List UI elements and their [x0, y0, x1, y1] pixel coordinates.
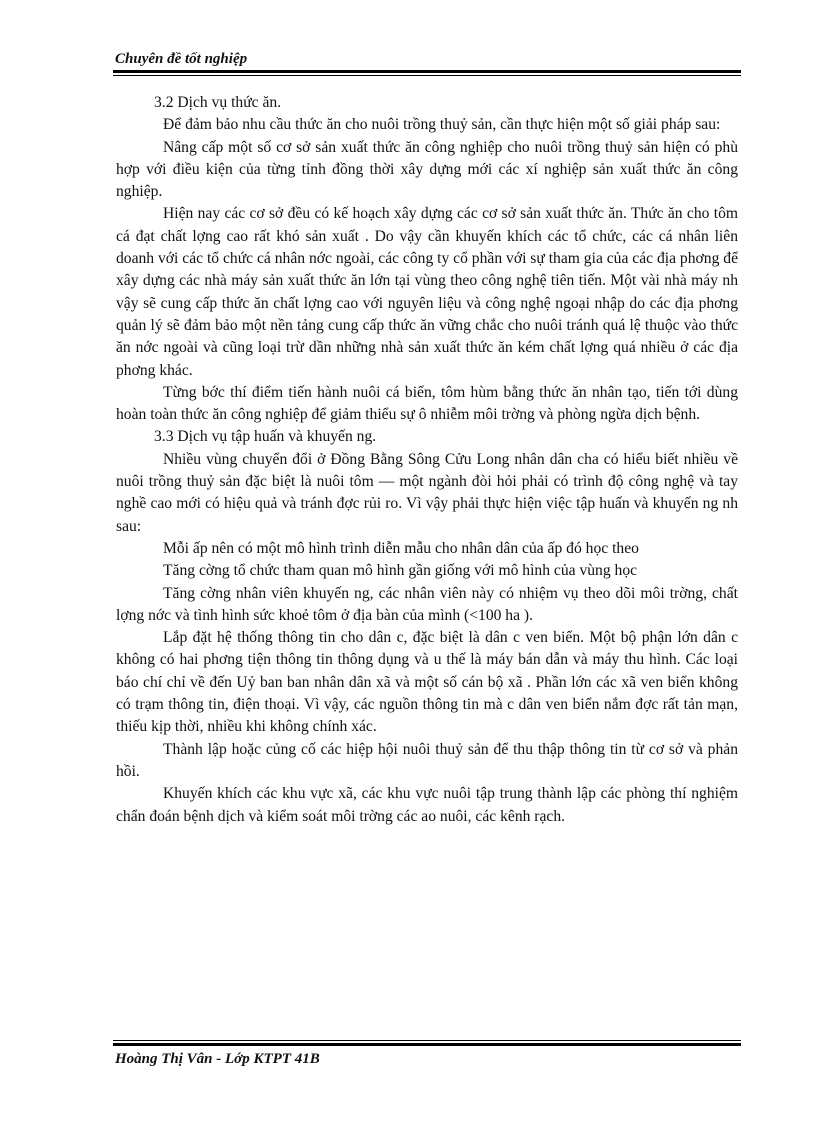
paragraph: Thành lập hoặc củng cố các hiệp hội nuôi thuỷ sản để thu thập thông tin từ cơ sở và phản hồi.: [116, 740, 738, 780]
paragraph: Lắp đặt hệ thống thông tin cho dân c, đặc biệt là dân c ven biển. Một bộ phận lớn dân c không có hai phơng tiện thông tin thông dụng và u thế là máy bán dẫn và máy thu hình. Các loại báo chí chỉ về đến Uỷ ban ban nhân dân xã và một số cán bộ xã . Phần lớn các xã ven biển không có trạm thông tin, điện thoại. Vì vậy, các nguồn thông tin mà c dân ven biển nắm đợc rất tản mạn, thiếu kịp thời, nhiều khi không chính xác.: [116, 629, 738, 736]
paragraph: Tăng cờng nhân viên khuyến ng, các nhân viên này có nhiệm vụ theo dõi môi trờng, chất lợng nớc và tình hình sức khoẻ tôm ở địa bàn của mình (<100 ha ).: [116, 584, 738, 624]
section-heading-3-2: 3.2 Dịch vụ thức ăn.: [154, 94, 282, 111]
paragraph: Tăng cờng tổ chức tham quan mô hình gần giống với mô hình của vùng học: [163, 562, 638, 580]
page-footer: [113, 1040, 741, 1070]
paragraph: Nâng cấp một số cơ sở sản xuất thức ăn công nghiệp cho nuôi trồng thuỷ sản hiện có phù hợp với điều kiện của từng tỉnh đồng thời xây dựng mới các xí nghiệp sản xuất thức ăn công nghiệp.: [116, 138, 738, 201]
paragraph: Khuyến khích các khu vực xã, các khu vực nuôi tập trung thành lập các phòng thí nghiệm chẩn đoán bệnh dịch và kiểm soát môi trờng các ao nuôi, các kênh rạch.: [116, 785, 738, 825]
paragraph: Từng bớc thí điểm tiến hành nuôi cá biển, tôm hùm bằng thức ăn nhân tạo, tiến tới dùng hoàn toàn thức ăn công nghiệp để giảm thiểu sự ô nhiễm môi trờng và phòng ngừa dịch bệnh.: [116, 383, 738, 424]
page-header: [113, 49, 741, 76]
header-rule-thin: [113, 75, 741, 76]
paragraph: Mỗi ấp nên có một mô hình trình diễn mẫu cho nhân dân của ấp đó học theo: [163, 539, 639, 557]
document-body: [116, 92, 738, 828]
footer-rule-thin: [113, 1040, 741, 1041]
header-title: Chuyên đề tốt nghiệp: [115, 51, 248, 67]
footer-author: Hoàng Thị Vân - Lớp KTPT 41B: [115, 1051, 320, 1067]
paragraph: Nhiều vùng chuyển đổi ở Đồng Bằng Sông Cửu Long nhân dân cha có hiểu biết nhiều về nuôi trồng thuỷ sản đặc biệt là nuôi tôm — một ngành đòi hỏi phải có trình độ công nghệ và tay nghề cao mới có hiệu quả và tránh đợc rủi ro. Vì vậy phải thực hiện việc tập huấn và khuyến ng nh sau:: [116, 450, 738, 535]
paragraph: Hiện nay các cơ sở đều có kế hoạch xây dựng các cơ sở sản xuất thức ăn. Thức ăn cho tôm cá đạt chất lợng cao rất khó sản xuất . Do vậy cần khuyến khích các tổ chức, các cá nhân liên doanh với các tổ chức cá nhân nớc ngoài, các công ty cổ phần với sự tham gia của các địa phơng để xây dựng các nhà máy sản xuất thức ăn lớn tại vùng theo công nghệ tiên tiến. Một vài nhà máy nh vậy sẽ cung cấp thức ăn chất lợng cao với nguyên liệu và công nghệ ngoại nhập do các địa phơng quản lý sẽ đảm bảo một nền tảng cung cấp thức ăn vững chắc cho nuôi tránh quá lệ thuộc vào thức ăn nớc ngoài và cũng loại trừ dần những nhà sản xuất thức ăn kém chất lợng quá nhiều ở các địa phơng khác.: [116, 205, 738, 379]
footer-rule-thick: [113, 1043, 741, 1046]
paragraph: Để đảm bảo nhu cầu thức ăn cho nuôi trồng thuỷ sản, cần thực hiện một số giải pháp sau:: [163, 116, 721, 134]
section-heading-3-3: 3.3 Dịch vụ tập huấn và khuyến ng.: [154, 428, 377, 446]
header-rule-thick: [113, 70, 741, 73]
